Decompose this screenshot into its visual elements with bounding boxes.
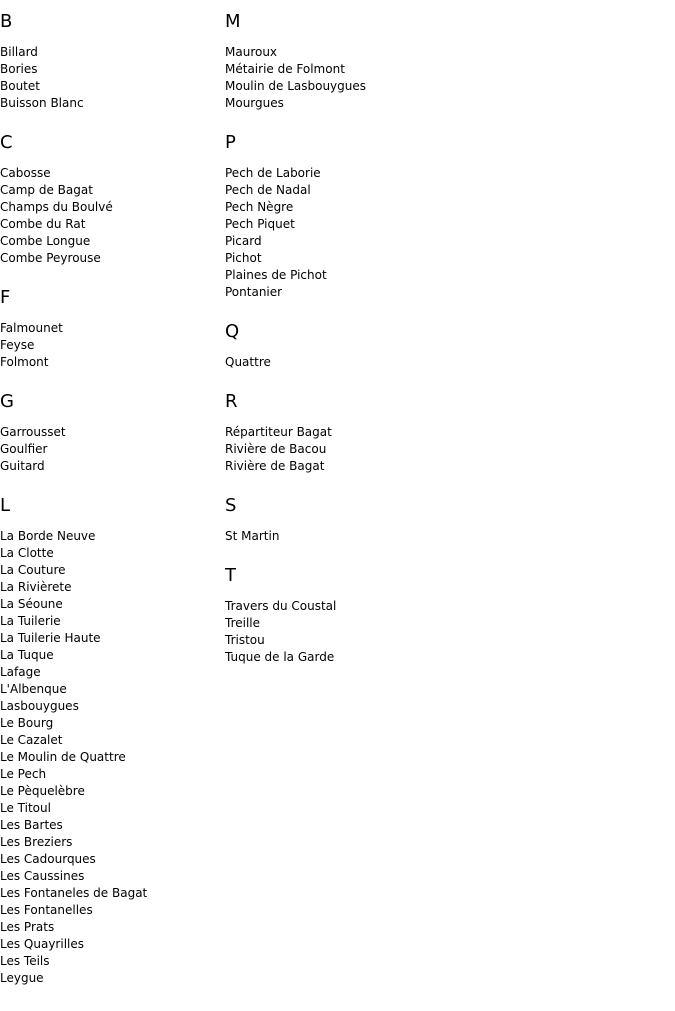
place-link[interactable]: Rivière de Bacou (225, 442, 327, 456)
place-link[interactable]: Rivière de Bagat (225, 459, 325, 473)
place-link[interactable]: Combe du Rat (0, 217, 86, 231)
letter-heading: Q (225, 321, 240, 342)
letter-group (225, 321, 525, 371)
place-link[interactable]: Quattre (225, 355, 271, 369)
place-link[interactable]: Pech de Nadal (225, 183, 311, 197)
place-link[interactable]: Le Pèquelèbre (0, 784, 85, 798)
column-left (0, 0, 225, 987)
place-link[interactable]: Les Fontaneles de Bagat (0, 886, 148, 900)
place-link[interactable]: Camp de Bagat (0, 183, 93, 197)
place-link[interactable]: Cabosse (0, 166, 51, 180)
column-right (225, 0, 525, 666)
place-link[interactable]: Billard (0, 45, 38, 59)
letter-group (0, 391, 225, 475)
place-link[interactable]: Le Bourg (0, 716, 54, 730)
letter-group (225, 565, 525, 666)
place-list (225, 528, 525, 545)
place-link[interactable]: Le Pech (0, 767, 47, 781)
place-link[interactable]: Pech de Laborie (225, 166, 321, 180)
place-list (225, 424, 525, 475)
place-link[interactable]: Combe Peyrouse (0, 251, 101, 265)
letter-group (225, 495, 525, 545)
place-link[interactable]: Pontanier (225, 285, 283, 299)
place-link[interactable]: La Clotte (0, 546, 54, 560)
place-list (0, 165, 225, 267)
letter-heading: B (0, 11, 13, 32)
place-link[interactable]: Falmounet (0, 321, 63, 335)
place-link[interactable]: Goulfier (0, 442, 48, 456)
place-link[interactable]: Guitard (0, 459, 45, 473)
place-link[interactable]: Picard (225, 234, 262, 248)
place-link[interactable]: Métairie de Folmont (225, 62, 345, 76)
letter-group (225, 11, 525, 112)
letter-heading: F (0, 287, 11, 308)
place-link[interactable]: Bories (0, 62, 38, 76)
place-link[interactable]: Lasbouygues (0, 699, 79, 713)
letter-heading: L (0, 495, 11, 516)
place-link[interactable]: Le Moulin de Quattre (0, 750, 126, 764)
place-link[interactable]: La Tuilerie (0, 614, 61, 628)
letter-group (0, 287, 225, 371)
place-list (225, 44, 525, 112)
place-link[interactable]: Les Bartes (0, 818, 63, 832)
letter-heading: R (225, 391, 238, 412)
place-link[interactable]: St Martin (225, 529, 280, 543)
place-link[interactable]: Garrousset (0, 425, 66, 439)
place-link[interactable]: La Borde Neuve (0, 529, 96, 543)
place-link[interactable]: Les Fontanelles (0, 903, 93, 917)
place-list (0, 320, 225, 371)
place-link[interactable]: Feyse (0, 338, 35, 352)
letter-group (0, 132, 225, 267)
place-list (225, 598, 525, 666)
place-link[interactable]: Les Cadourques (0, 852, 96, 866)
letter-heading: C (0, 132, 13, 153)
place-link[interactable]: Folmont (0, 355, 49, 369)
letter-group (0, 495, 225, 987)
letter-heading: P (225, 132, 236, 153)
place-link[interactable]: Lafage (0, 665, 41, 679)
place-link[interactable]: Buisson Blanc (0, 96, 84, 110)
place-link[interactable]: La Rivièrete (0, 580, 72, 594)
place-list (225, 165, 525, 301)
letter-heading: S (225, 495, 237, 516)
place-link[interactable]: La Séoune (0, 597, 63, 611)
place-link[interactable]: Les Caussines (0, 869, 85, 883)
place-link[interactable]: Champs du Boulvé (0, 200, 113, 214)
place-list (225, 354, 525, 371)
place-link[interactable]: La Couture (0, 563, 66, 577)
letter-heading: G (0, 391, 14, 412)
place-link[interactable]: Le Cazalet (0, 733, 63, 747)
place-link[interactable]: Leygue (0, 971, 44, 985)
place-link[interactable]: Moulin de Lasbouygues (225, 79, 367, 93)
place-link[interactable]: Les Breziers (0, 835, 73, 849)
place-link[interactable]: L'Albenque (0, 682, 67, 696)
letter-group (225, 391, 525, 475)
place-link[interactable]: Pech Nègre (225, 200, 294, 214)
place-link[interactable]: Tuque de la Garde (225, 650, 335, 664)
place-link[interactable]: Tristou (225, 633, 265, 647)
place-list (0, 528, 225, 987)
place-link[interactable]: Les Quayrilles (0, 937, 84, 951)
place-list (0, 424, 225, 475)
place-link[interactable]: Mourgues (225, 96, 284, 110)
place-link[interactable]: Pichot (225, 251, 262, 265)
place-link[interactable]: Plaines de Pichot (225, 268, 327, 282)
place-link[interactable]: Combe Longue (0, 234, 91, 248)
place-link[interactable]: Mauroux (225, 45, 278, 59)
place-link[interactable]: Le Titoul (0, 801, 51, 815)
place-list (0, 44, 225, 112)
place-link[interactable]: La Tuilerie Haute (0, 631, 101, 645)
place-link[interactable]: Pech Piquet (225, 217, 295, 231)
letter-group (225, 132, 525, 301)
place-link[interactable]: Les Prats (0, 920, 55, 934)
letter-heading: T (225, 565, 236, 586)
letter-group (0, 11, 225, 112)
place-link[interactable]: Répartiteur Bagat (225, 425, 332, 439)
place-link[interactable]: La Tuque (0, 648, 54, 662)
place-link[interactable]: Les Teils (0, 954, 50, 968)
place-link[interactable]: Boutet (0, 79, 40, 93)
place-link[interactable]: Treille (225, 616, 261, 630)
place-link[interactable]: Travers du Coustal (225, 599, 337, 613)
letter-heading: M (225, 11, 241, 32)
